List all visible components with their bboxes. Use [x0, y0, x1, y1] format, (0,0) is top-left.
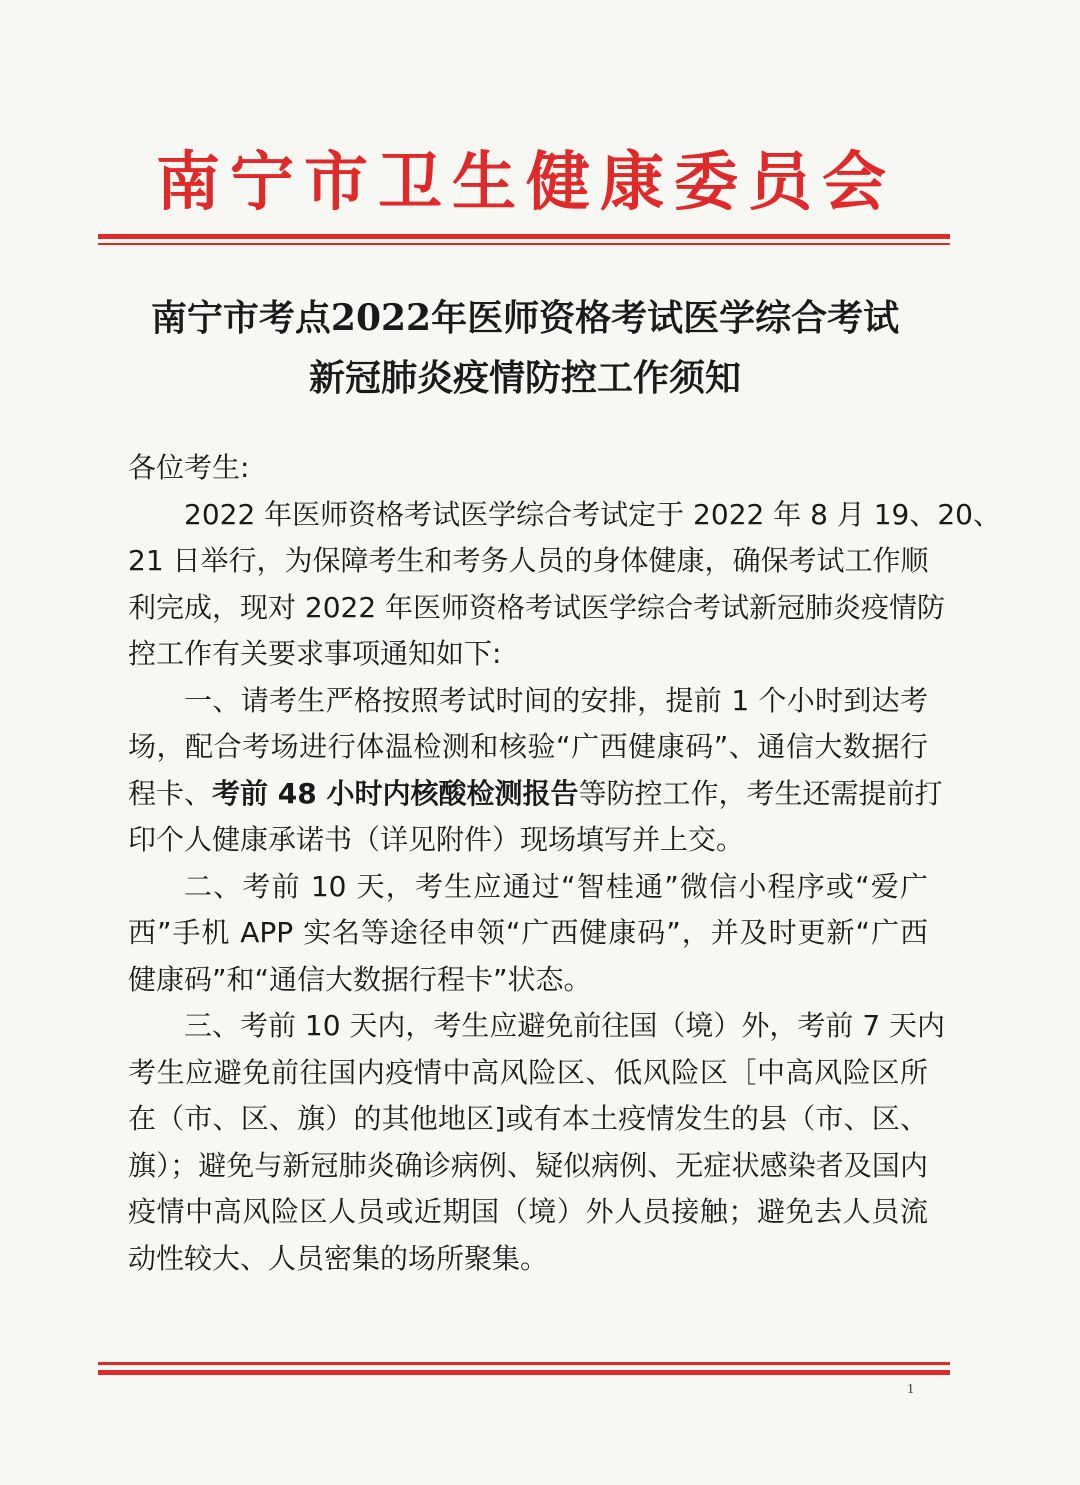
- issuer-masthead: 南宁市卫生健康委员会: [156, 145, 896, 220]
- salutation: 各位考生:: [128, 451, 250, 484]
- document-body: [128, 445, 1001, 1282]
- item3-line: 三、考前 10 天内，考生应避免前往国（境）外，考前 7 天内: [184, 1009, 946, 1042]
- item1-text: 等防控工作，考生还需提前打: [578, 776, 943, 810]
- item3-line: 旗）；避免与新冠肺炎确诊病例、疑似病例、无症状感染者及国内: [128, 1148, 928, 1182]
- item3-line: 动性较大、人员密集的场所聚集。: [128, 1241, 549, 1275]
- intro-line: 2022 年医师资格考试医学综合考试定于 2022 年 8 月 19、20、: [184, 497, 1001, 531]
- page-number: 1: [907, 1382, 914, 1397]
- item1-text: 程卡、: [128, 776, 213, 810]
- item2-line: 西”手机 APP 实名等途径申领“广西健康码”，并及时更新“广西: [128, 916, 928, 949]
- item1-line: 场，配合考场进行体温检测和核验“广西健康码”、通信大数据行: [128, 730, 928, 763]
- item1-line: 印个人健康承诺书（详见附件）现场填写并上交。: [128, 823, 745, 856]
- nucleic-acid-requirement-emphasis: 考前 48 小时内核酸检测报告: [212, 776, 579, 810]
- masthead-rule-thick: [98, 234, 950, 239]
- masthead-rule-thin: [98, 243, 950, 245]
- item2-line: 二、考前 10 天，考生应通过“智桂通”微信小程序或“爱广: [184, 869, 928, 903]
- item1-line: [128, 771, 943, 818]
- item3-line: 考生应避免前往国内疫情中高风险区、低风险区［中高风险区所: [128, 1055, 928, 1089]
- intro-line: 利完成，现对 2022 年医师资格考试医学综合考试新冠肺炎疫情防: [128, 590, 946, 624]
- intro-line: 控工作有关要求事项通知如下:: [128, 637, 502, 670]
- footer-rule-thin: [98, 1362, 950, 1365]
- intro-line: 21 日举行，为保障考生和考务人员的身体健康，确保考试工作顺: [128, 544, 929, 577]
- document-title-line1: 南宁市考点2022年医师资格考试医学综合考试: [150, 297, 900, 339]
- item3-line: 在（市、区、旗）的其他地区]或有本土疫情发生的县（市、区、: [128, 1102, 928, 1135]
- footer-rule-thick: [98, 1370, 950, 1375]
- item1-line: 一、请考生严格按照考试时间的安排，提前 1 个小时到达考: [184, 683, 928, 717]
- item3-line: 疫情中高风险区人员或近期国（境）外人员接触；避免去人员流: [128, 1195, 928, 1228]
- document-title-line2: 新冠肺炎疫情防控工作须知: [308, 357, 741, 399]
- item2-line: 健康码”和“通信大数据行程卡”状态。: [128, 962, 592, 996]
